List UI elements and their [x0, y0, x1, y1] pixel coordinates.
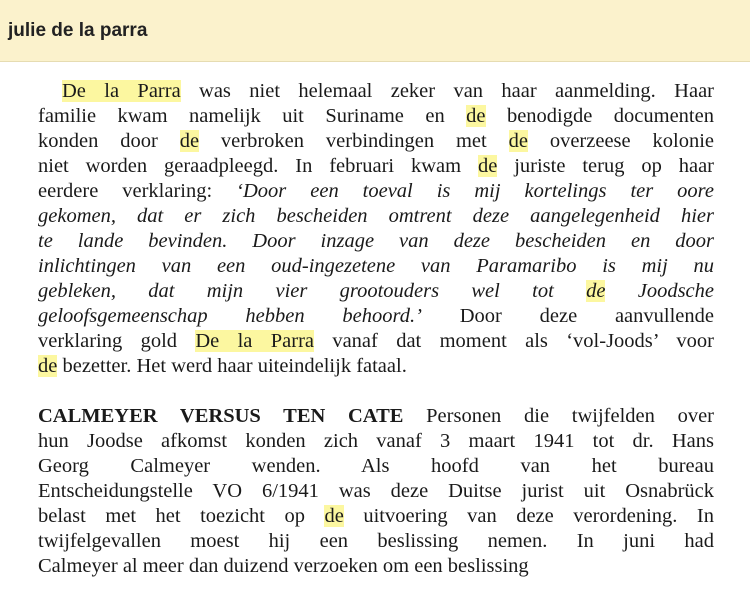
- text-line: [38, 479, 714, 504]
- search-query: julie de la parra: [8, 20, 148, 41]
- text-line: [38, 504, 714, 529]
- text-line: [38, 104, 714, 129]
- text-line: [38, 429, 714, 454]
- text-segment: uitvoering van deze verordening. In: [343, 505, 714, 527]
- highlighted-term: de: [508, 130, 528, 152]
- text-segment: hun Joodse afkomst konden zich vanaf 3 maart 1941 tot dr. Hans: [38, 430, 714, 452]
- text-segment: gekomen, dat er zich bescheiden omtrent deze aangelegenheid hier: [38, 205, 714, 227]
- text-line: [38, 229, 714, 254]
- section-heading: CALMEYER VERSUS TEN CATE: [38, 405, 404, 427]
- text-line: [38, 354, 714, 379]
- text-segment: gebleken, dat mijn vier grootouders wel tot: [38, 280, 587, 302]
- search-header: [0, 0, 750, 62]
- text-line: [38, 404, 714, 429]
- text-segment: verbroken verbindingen met: [199, 130, 509, 152]
- highlighted-term: De la Parra: [62, 80, 181, 102]
- text-line: [62, 79, 714, 104]
- text-line: [38, 254, 714, 279]
- text-segment: Joodsche: [605, 280, 714, 302]
- text-line: [38, 129, 714, 154]
- text-segment: verklaring gold: [38, 330, 196, 352]
- text-line: [38, 179, 714, 204]
- text-line: [38, 454, 714, 479]
- text-segment: overzeese kolonie: [527, 130, 714, 152]
- text-segment: benodigde documenten: [485, 105, 714, 127]
- text-line: [38, 554, 714, 579]
- highlighted-term: de: [466, 105, 486, 127]
- text-segment: Entscheidungstelle VO 6/1941 was deze Duitse jurist uit Osnabrück: [38, 480, 714, 502]
- text-segment: vanaf dat moment als ‘vol-Joods’ voor: [314, 330, 714, 352]
- highlighted-term: de: [38, 355, 58, 377]
- text-segment: konden door: [38, 130, 180, 152]
- text-segment: Georg Calmeyer wenden. Als hoofd van het bureau: [38, 455, 714, 477]
- text-segment: Calmeyer al meer dan duizend verzoeken om een beslissing: [38, 555, 529, 577]
- highlighted-term: de: [586, 280, 606, 302]
- text-line: [38, 529, 714, 554]
- text-line: [38, 204, 714, 229]
- highlighted-term: De la Parra: [195, 330, 314, 352]
- text-segment: inlichtingen van een oud-ingezetene van Paramaribo is mij nu: [38, 255, 714, 277]
- text-segment: twijfelgevallen moest hij een beslissing nemen. In juni had: [38, 530, 714, 552]
- text-segment: was niet helemaal zeker van haar aanmelding. Haar: [180, 80, 714, 102]
- highlighted-term: de: [324, 505, 344, 527]
- highlighted-term: de: [477, 155, 498, 177]
- text-segment: ‘Door een toeval is mij kortelings ter oore: [236, 180, 714, 202]
- text-line: [38, 329, 714, 354]
- text-segment: niet worden geraadpleegd. In februari kwam: [38, 155, 478, 177]
- text-segment: belast met het toezicht op: [38, 505, 325, 527]
- text-segment: geloofsgemeenschap hebben behoord.’: [38, 305, 422, 327]
- text-line: [38, 279, 714, 304]
- text-line: [38, 304, 714, 329]
- text-segment: Personen die twijfelden over: [403, 405, 714, 427]
- text-segment: bezetter. Het werd haar uiteindelijk fataal.: [57, 355, 407, 377]
- highlighted-term: de: [179, 130, 200, 152]
- text-segment: Door deze aanvullende: [421, 305, 714, 327]
- text-segment: juriste terug op haar: [497, 155, 714, 177]
- text-segment: te lande bevinden. Door inzage van deze bescheiden en door: [38, 230, 714, 252]
- text-line: [38, 154, 714, 179]
- text-segment: familie kwam namelijk uit Suriname en: [38, 105, 467, 127]
- text-segment: eerdere verklaring:: [38, 180, 237, 202]
